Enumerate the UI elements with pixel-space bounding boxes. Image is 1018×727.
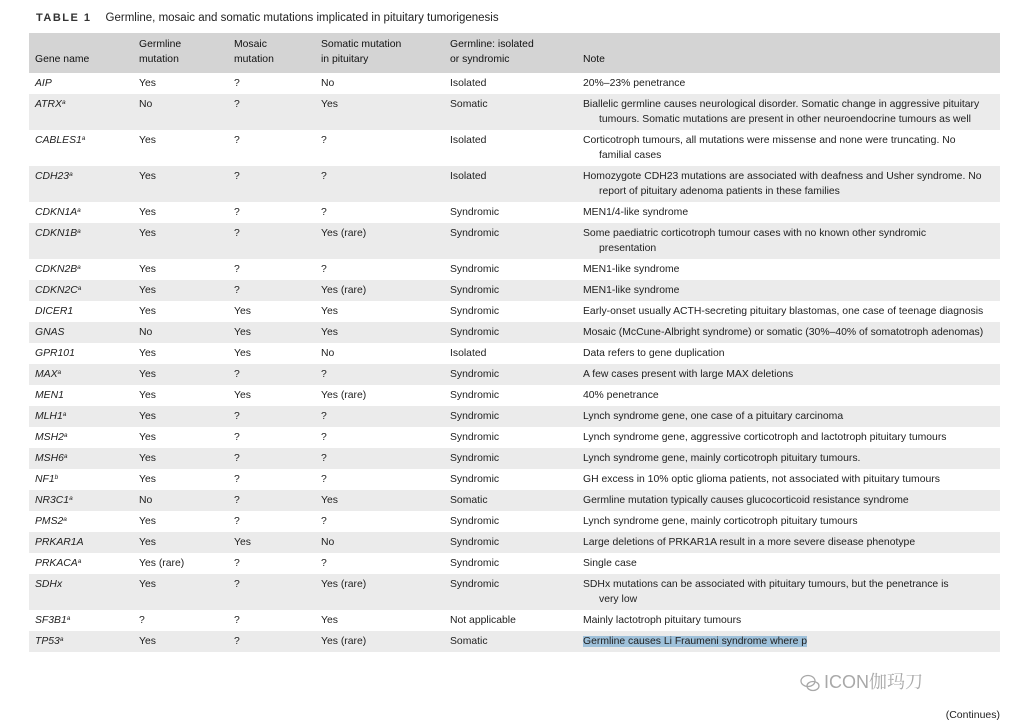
germline-type-cell: Syndromic [450,474,500,485]
table-row [29,202,1000,223]
somatic-cell: Yes [321,306,338,317]
germline-type-cell: Syndromic [444,322,577,343]
mosaic-cell: ? [234,615,240,626]
germline-cell: ? [139,615,145,626]
somatic-cell: Yes [315,490,444,511]
gene-name: CDKN1B [35,228,78,239]
note-cell [577,574,1000,610]
gene-name-cell [29,553,133,574]
table-row [29,280,1000,301]
germline-cell: No [133,94,228,130]
mosaic-cell: ? [234,432,240,443]
note-cell [577,259,1000,280]
footnote-marker: a [59,636,64,643]
note-line: SDHx mutations can be associated with pituitary tumours, but the penetrance is [583,579,949,590]
gene-name: MSH6 [35,453,64,464]
gene-name-cell [29,532,133,553]
note-line: A few cases present with large MAX deletions [583,369,794,380]
note-line: Single case [583,558,637,569]
mutation-table [29,33,1000,652]
footnote-marker: a [69,495,73,502]
mosaic-cell: ? [234,558,240,569]
note-cell [577,322,1000,343]
note-line: Germline causes Li Fraumeni syndrome where p [583,636,808,647]
germline-type-cell: Syndromic [444,532,577,553]
germline-type-cell: Syndromic [444,223,577,259]
footnote-marker: a [63,516,67,523]
gene-name: MSH2 [35,432,64,443]
gene-name: PMS2 [35,516,64,527]
gene-name-cell [29,322,133,343]
germline-type-cell: Syndromic [450,390,500,401]
note-cell [577,427,1000,448]
gene-name-cell [29,73,133,94]
gene-name: CDKN2B [35,264,78,275]
table-title: Germline, mosaic and somatic mutations implicated in pituitary tumorigenesis [105,12,499,24]
somatic-cell: ? [315,166,444,202]
germline-cell: Yes [139,264,156,275]
mosaic-cell: Yes [234,348,251,359]
mosaic-cell: ? [228,223,315,259]
note-cell [577,448,1000,469]
gene-name: ATRX [35,99,62,110]
note-line: Lynch syndrome gene, mainly corticotroph pituitary tumours [583,516,858,527]
gene-name: PRKAR1A [35,537,84,548]
somatic-cell: No [321,78,335,89]
table-row [29,511,1000,532]
germline-type-cell: Syndromic [444,406,577,427]
gene-name: TP53 [35,636,60,647]
gene-name-cell [29,610,133,631]
note-line: Biallelic germline causes neurological disorder. Somatic change in aggressive pituitary [583,99,980,110]
mosaic-cell: Yes [234,390,251,401]
mosaic-cell: ? [228,574,315,610]
germline-type-cell: Syndromic [444,364,577,385]
note-line: Mosaic (McCune-Albright syndrome) or somatic (30%–40% of somatotroph adenomas) [583,327,984,338]
note-cell [577,469,1000,490]
gene-name: NF1 [35,474,55,485]
germline-cell: Yes [139,78,156,89]
note-cell [577,130,1000,166]
watermark [800,668,923,694]
note-cell [577,343,1000,364]
germline-cell: No [133,322,228,343]
footnote-marker: a [66,615,71,622]
gene-name-cell [29,385,133,406]
note-line: GH excess in 10% optic glioma patients, not associated with pituitary tumours [583,474,940,485]
somatic-cell: ? [321,207,327,218]
note-line: Homozygote CDH23 mutations are associated with deafness and Usher syndrome. No [583,171,982,182]
note-line: familial cases [599,150,662,161]
germline-cell: Yes [133,448,228,469]
note-cell [577,553,1000,574]
gene-name-cell [29,301,133,322]
germline-type-cell: Syndromic [444,574,577,610]
note-line: presentation [599,243,657,254]
somatic-cell: Yes [315,94,444,130]
germline-type-cell: Syndromic [450,516,500,527]
table-row [29,448,1000,469]
germline-type-cell: Syndromic [444,448,577,469]
wechat-icon [800,673,820,693]
gene-name: CABLES1 [35,135,82,146]
germline-cell: Yes [139,207,156,218]
watermark-text: ICON伽玛刀 [824,672,923,692]
gene-name-cell [29,130,133,166]
gene-name-cell [29,406,133,427]
germline-type-cell: Somatic [444,94,577,130]
table-row [29,385,1000,406]
gene-name-cell [29,490,133,511]
somatic-cell: ? [321,474,327,485]
germline-type-cell: Syndromic [450,207,500,218]
note-line: MEN1-like syndrome [583,285,680,296]
germline-type-cell: Isolated [450,348,487,359]
header-gene-name: Gene name [29,33,133,73]
note-cell [577,280,1000,301]
note-line: MEN1/4-like syndrome [583,207,689,218]
mosaic-cell: ? [228,490,315,511]
mosaic-cell: Yes [228,532,315,553]
gene-name: CDKN2C [35,285,78,296]
note-line: 40% penetrance [583,390,659,401]
gene-name: MLH1 [35,411,63,422]
germline-type-cell: Isolated [444,166,577,202]
somatic-cell: Yes (rare) [321,390,367,401]
somatic-cell: No [321,348,335,359]
germline-cell: Yes [139,348,156,359]
gene-name: AIP [35,78,52,89]
germline-cell: Yes [133,631,228,652]
note-cell [577,166,1000,202]
germline-cell: Yes [139,135,156,146]
germline-cell: Yes [133,223,228,259]
table-row [29,130,1000,166]
table-row [29,73,1000,94]
germline-cell: Yes [139,516,156,527]
table-row [29,610,1000,631]
gene-name-cell [29,343,133,364]
note-line: MEN1-like syndrome [583,264,680,275]
gene-name-cell [29,574,133,610]
note-cell [577,94,1000,130]
footnote-marker: a [77,558,82,565]
note-line: 20%–23% penetrance [583,78,686,89]
gene-name-cell [29,364,133,385]
germline-cell: Yes [139,474,156,485]
mosaic-cell: ? [234,78,240,89]
somatic-cell: ? [315,448,444,469]
germline-type-cell: Syndromic [450,264,500,275]
somatic-cell: Yes (rare) [315,631,444,652]
gene-name-cell [29,223,133,259]
mosaic-cell: ? [228,406,315,427]
note-cell [577,301,1000,322]
footnote-marker: a [63,453,68,460]
gene-name: NR3C1 [35,495,70,506]
mosaic-cell: ? [228,448,315,469]
gene-name-cell [29,202,133,223]
somatic-cell: ? [315,406,444,427]
header-germline-mutation: Germline mutation [133,33,228,73]
footnote-marker: b [54,474,59,481]
header-mosaic-mutation: Mosaic mutation [228,33,315,73]
table-header-row [29,33,1000,73]
mosaic-cell: ? [234,264,240,275]
table-row [29,427,1000,448]
table-row [29,94,1000,130]
mosaic-cell: ? [228,166,315,202]
somatic-cell: ? [321,558,327,569]
germline-type-cell: Syndromic [444,280,577,301]
note-cell [577,385,1000,406]
footnote-marker: a [63,432,68,439]
table-row [29,223,1000,259]
germline-type-cell: Syndromic [450,306,500,317]
germline-type-cell: Not applicable [450,615,516,626]
table-row [29,259,1000,280]
footnote-marker: a [69,171,73,178]
somatic-cell: ? [321,264,327,275]
mosaic-cell: ? [228,631,315,652]
germline-cell: Yes [133,574,228,610]
germline-cell: Yes [133,166,228,202]
footnote-marker: a [77,285,82,292]
table-row [29,490,1000,511]
continues-label: (Continues) [945,709,1000,721]
note-line: Germline mutation typically causes glucocorticoid resistance syndrome [583,495,909,506]
footnote-marker: a [61,99,66,106]
germline-cell: Yes [133,364,228,385]
mosaic-cell: ? [228,364,315,385]
germline-cell: Yes [139,432,156,443]
footnote-marker: a [77,228,81,235]
gene-name: GPR101 [35,348,75,359]
note-cell [577,532,1000,553]
footnote-marker: a [77,264,81,271]
table-row [29,166,1000,202]
gene-name-cell [29,280,133,301]
note-cell [577,364,1000,385]
germline-cell: Yes (rare) [139,558,185,569]
mosaic-cell: Yes [234,306,251,317]
germline-type-cell: Isolated [450,135,487,146]
germline-cell: No [133,490,228,511]
table-row [29,469,1000,490]
mosaic-cell: Yes [228,322,315,343]
somatic-cell: ? [321,516,327,527]
gene-name-cell [29,166,133,202]
germline-cell: Yes [133,406,228,427]
gene-name-cell [29,94,133,130]
note-line: Lynch syndrome gene, one case of a pituitary carcinoma [583,411,844,422]
note-cell [577,631,1000,652]
note-line: Lynch syndrome gene, aggressive corticotroph and lactotroph pituitary tumours [583,432,947,443]
gene-name: PRKACA [35,558,78,569]
somatic-cell: ? [315,364,444,385]
germline-cell: Yes [133,280,228,301]
note-line: Mainly lactotroph pituitary tumours [583,615,742,626]
somatic-cell: No [315,532,444,553]
note-cell [577,511,1000,532]
note-line: Lynch syndrome gene, mainly corticotroph pituitary tumours. [583,453,861,464]
note-line: Corticotroph tumours, all mutations were missense and none were truncating. No [583,135,956,146]
gene-name: SF3B1 [35,615,67,626]
gene-name: MAX [35,369,58,380]
note-line: Data refers to gene duplication [583,348,725,359]
footnote-marker: a [62,411,67,418]
gene-name-cell [29,631,133,652]
footnote-marker: a [81,135,86,142]
gene-name-cell [29,448,133,469]
note-cell [577,610,1000,631]
gene-name-cell [29,469,133,490]
header-germline-type: Germline: isolated or syndromic [444,33,577,73]
somatic-cell: ? [321,135,327,146]
mosaic-cell: ? [234,516,240,527]
somatic-cell: Yes (rare) [315,574,444,610]
mosaic-cell: ? [228,280,315,301]
note-cell [577,202,1000,223]
note-line: Some paediatric corticotroph tumour cases with no known other syndromic [583,228,927,239]
somatic-cell: Yes (rare) [315,223,444,259]
mosaic-cell: ? [228,94,315,130]
header-somatic-mutation: Somatic mutation in pituitary [315,33,444,73]
table-row [29,631,1000,652]
germline-cell: Yes [139,390,156,401]
gene-name: DICER1 [35,306,74,317]
table-caption [36,12,499,24]
note-cell [577,73,1000,94]
note-cell [577,490,1000,511]
note-cell [577,223,1000,259]
gene-name: GNAS [35,327,65,338]
note-cell [577,406,1000,427]
note-line: Large deletions of PRKAR1A result in a more severe disease phenotype [583,537,916,548]
germline-cell: Yes [133,532,228,553]
table-row [29,343,1000,364]
table-row [29,301,1000,322]
gene-name: CDH23 [35,171,70,182]
note-line: tumours. Somatic mutations are present in other neuroendocrine tumours as well [599,114,971,125]
table-row [29,406,1000,427]
gene-name: MEN1 [35,390,64,401]
germline-type-cell: Isolated [450,78,487,89]
germline-type-cell: Syndromic [450,432,500,443]
gene-name-cell [29,511,133,532]
footnote-marker: a [57,369,62,376]
table-row [29,553,1000,574]
somatic-cell: Yes [321,615,338,626]
table-row [29,574,1000,610]
footnote-marker: a [77,207,81,214]
gene-name: SDHx [35,579,63,590]
note-line: very low [599,594,638,605]
note-line: report of pituitary adenoma patients in these families [599,186,840,197]
germline-type-cell: Somatic [444,631,577,652]
mosaic-cell: ? [234,207,240,218]
germline-type-cell: Syndromic [450,558,500,569]
mosaic-cell: ? [234,135,240,146]
somatic-cell: Yes [315,322,444,343]
gene-name-cell [29,259,133,280]
gene-name: CDKN1A [35,207,78,218]
header-note: Note [577,33,1000,73]
table-row [29,532,1000,553]
germline-cell: Yes [139,306,156,317]
note-line: Early-onset usually ACTH-secreting pituitary blastomas, one case of teenage diagnosis [583,306,984,317]
mosaic-cell: ? [234,474,240,485]
gene-name-cell [29,427,133,448]
somatic-cell: Yes (rare) [315,280,444,301]
table-label: TABLE 1 [36,12,92,24]
table-row [29,322,1000,343]
germline-type-cell: Somatic [444,490,577,511]
table-row [29,364,1000,385]
somatic-cell: ? [321,432,327,443]
